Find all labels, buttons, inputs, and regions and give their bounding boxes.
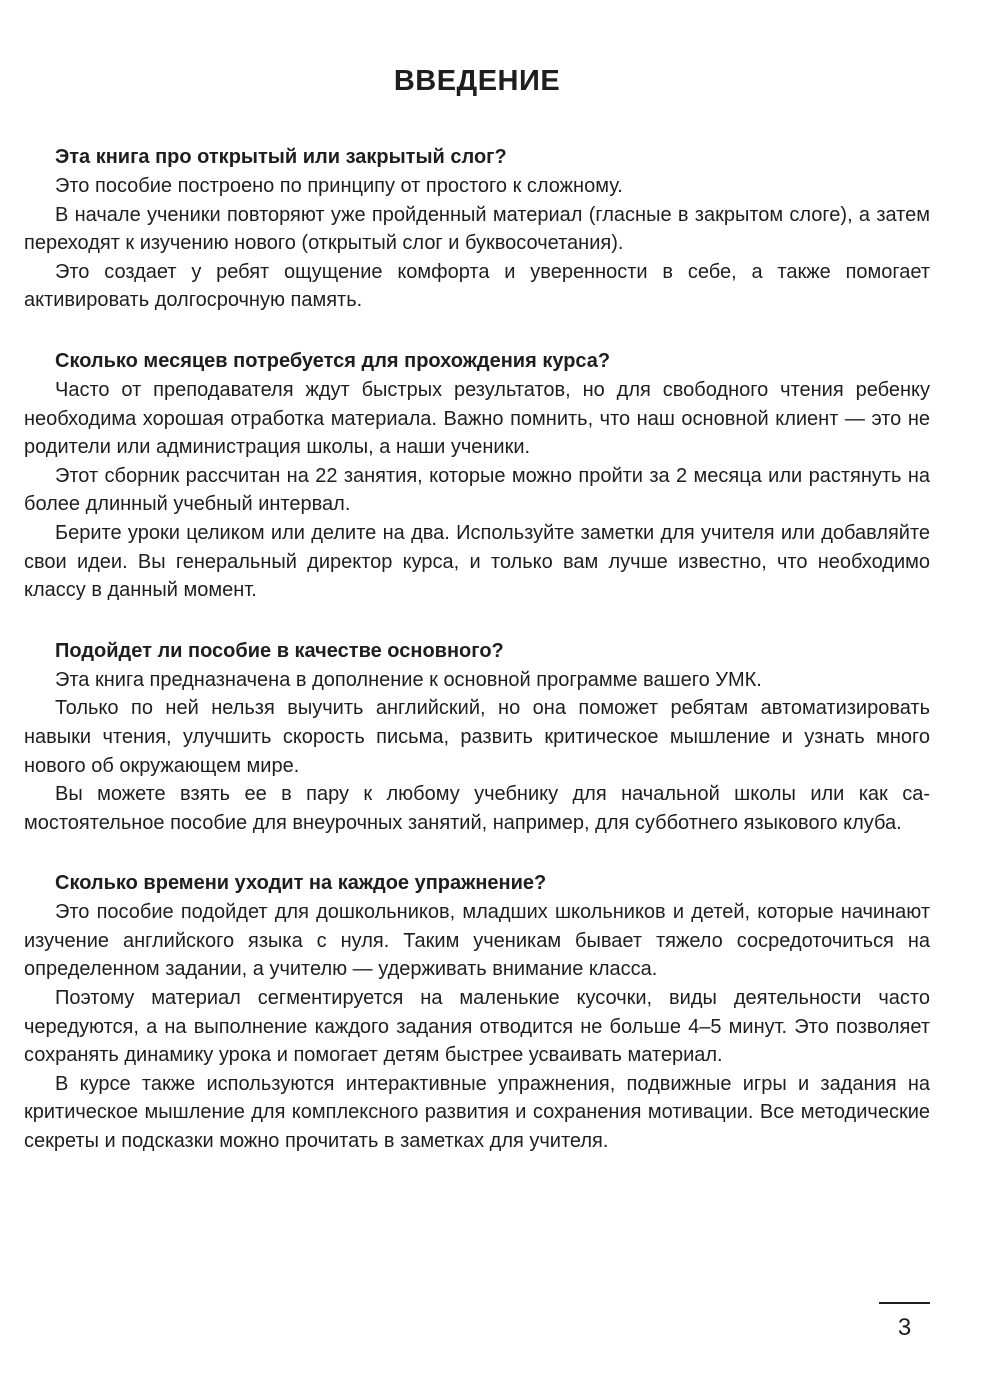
section-heading: Подойдет ли пособие в качестве основного? xyxy=(55,639,504,662)
page-number-rule xyxy=(879,1302,930,1304)
paragraph: Это пособие построено по принципу от простого к сложному. xyxy=(55,175,623,197)
paragraph: Только по ней нельзя выучить английский, но она поможет ребятам автоматизировать навыки чтения, улучшить скорость письма, развить критическое мышление и узнать много нового об окружающем мире. xyxy=(24,697,930,777)
paragraph: Это создает у ребят ощущение комфорта и уверенности в себе, а также помогает активировать долгосрочную память. xyxy=(24,260,930,312)
paragraph: Вы можете взять ее в пару к любому учебнику для начальной школы или как самостоятельное пособие для внеурочных занятий, например, для субботнего языкового клуба. xyxy=(24,783,930,834)
section-heading: Сколько месяцев потребуется для прохождения курса? xyxy=(55,349,611,372)
paragraph: В курсе также используются интерактивные упражнения, подвижные игры и задания на критическое мышление для комплексного развития и сохранения мотивации. Все методические секреты и подсказки можно прочитать в заметках для учителя. xyxy=(24,1072,930,1153)
page-title: ВВЕДЕНИЕ xyxy=(393,65,561,97)
section-exercise-time xyxy=(24,869,930,1155)
section-closed-syllable xyxy=(24,143,930,315)
paragraph: Эта книга предназначена в дополнение к основной программе вашего УМК. xyxy=(55,668,762,691)
paragraph: Поэтому материал сегментируется на маленькие кусочки, виды деятельности часто чередуются, а на выполнение каждого задания отводится не больше 4–5 минут. Это позволяет сохранять динамику урока и помогает детям быстрее усваивать материал. xyxy=(24,987,930,1067)
paragraph: Берите уроки целиком или делите на два. Используйте заметки для учителя или добавляйте свои идеи. Вы генеральный директор курса, и только вам лучше известно, что необходимо классу в данный момент. xyxy=(24,521,930,602)
section-heading: Эта книга про открытый или закрытый слог? xyxy=(55,146,507,168)
paragraph: Это пособие подойдет для дошкольников, младших школьников и детей, которые начинают изучение английского языка с нуля. Таким ученикам бывает тяжело сосредоточиться на определенном задании, а учителю — удерживать внимание класса. xyxy=(24,901,930,981)
paragraph: Часто от преподавателя ждут быстрых результатов, но для свободного чтения ребенку необходима хорошая отработка материала. Важно помнить, что наш основной клиент — это не родители или администрация школы, а наши ученики. xyxy=(24,378,930,459)
page-number: 3 xyxy=(897,1314,912,1341)
section-course-duration xyxy=(24,347,930,605)
paragraph: Этот сборник рассчитан на 22 занятия, которые можно пройти за 2 месяца или растянуть на более длинный учебный интервал. xyxy=(24,464,930,516)
page-body xyxy=(24,0,930,1156)
section-main-textbook xyxy=(24,637,930,838)
paragraph: В начале ученики повторяют уже пройденный материал (гласные в закрытом слоге), а затем переходят к изучению нового (открытый слог и буквосочетания). xyxy=(24,203,930,255)
section-heading: Сколько времени уходит на каждое упражнение? xyxy=(55,872,547,895)
